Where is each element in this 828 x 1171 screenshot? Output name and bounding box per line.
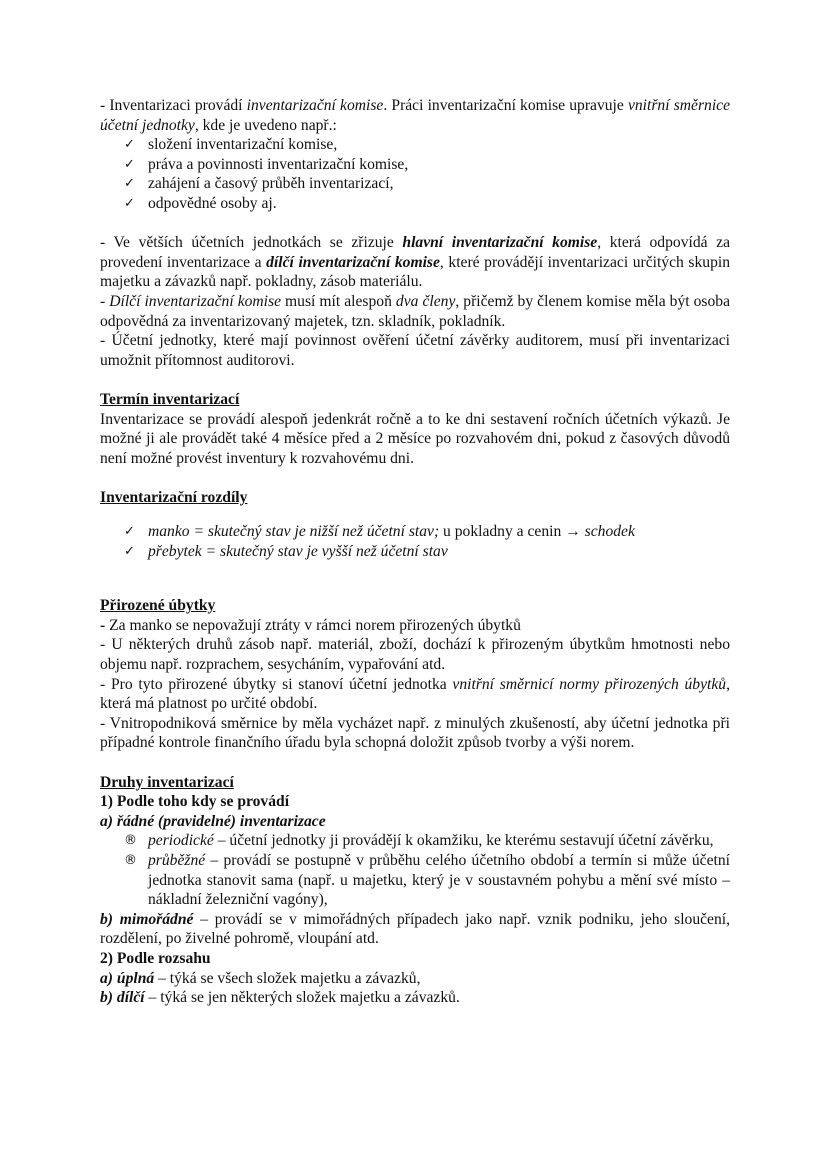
list-item: ✓ odpovědné osoby aj.	[124, 194, 730, 214]
text-run: , kde je uvedeno např.:	[194, 116, 337, 134]
subheading-when	[100, 792, 730, 812]
differences-list	[100, 522, 730, 561]
list-item	[124, 542, 730, 562]
registered-mark-icon: ®	[124, 852, 137, 868]
text-run: – účetní jednotky ji provádějí k okamžiku, ke kterému sestavují účetní závěrku,	[213, 832, 714, 850]
text-run-italic: inventarizační komise	[246, 97, 384, 114]
text-run-italic: periodické	[148, 832, 214, 850]
text-run-italic: přebytek = skutečný stav je vyšší než účetní stav	[148, 543, 448, 561]
list-item: ✓ složení inventarizační komise,	[124, 135, 730, 155]
registered-mark-icon: ®	[124, 833, 137, 849]
section-heading-rozdily: Inventarizační rozdíly	[100, 488, 248, 506]
text-run-italic: schodek	[584, 523, 635, 541]
text-run-bold: -	[100, 616, 106, 634]
text-run-italic: Dílčí inventarizační komise	[109, 292, 282, 310]
commission-list	[100, 135, 730, 213]
text-run: – týká se všech složek majetku a závazků,	[154, 969, 421, 987]
text-run: – provádí se postupně v průběhu celého účetního období a termín si může účetní jednotka stanovit sama (např. u majetku, který je v soustavném pohybu a mění své místo – nákladní železniční vagóny),	[148, 851, 730, 909]
text-run-italic: vnitřní směrnicí normy přirozených úbytků	[452, 675, 727, 693]
text-run: musí mít alespoň	[281, 292, 396, 310]
ubytky-paragraph-4: - Vnitropodniková směrnice by měla vycházet např. z minulých zkušeností, aby účetní jednotka při případné kontrole finančního úřadu byla schopná doložit způsob tvorby a výši norem.	[100, 714, 730, 752]
document-page	[100, 96, 730, 1008]
text-run-bold-italic: dílčí	[116, 989, 145, 1007]
text-run: -	[100, 292, 110, 310]
ubytky-paragraph-2: - U některých druhů zásob např. materiál, zboží, dochází k přirozeným úbytkům hmotnosti nebo objemu např. rozprachem, sesycháním, vypařování atd.	[100, 636, 730, 674]
text-run-italic: dva členy	[395, 292, 456, 310]
text-run: – týká se jen některých složek majetku a závazků.	[144, 989, 460, 1007]
text-run: – provádí se v mimořádných případech jako např. vznik podniku, jeho sloučení, rozdělení, po živelné pohromě, vloupání atd.	[100, 910, 730, 948]
text-run-bold-italic: hlavní inventarizační komise	[402, 234, 598, 252]
list-item	[124, 831, 730, 851]
text-run-bold-italic: dílčí inventarizační komise	[266, 253, 440, 271]
list-item	[124, 522, 730, 542]
text-run: , která odpovídá za provedení inventarizace a	[100, 234, 730, 271]
section-heading-termin: Termín inventarizací	[100, 390, 240, 408]
partial-commission-paragraph	[100, 292, 730, 331]
text-run: u pokladny a cenin →	[439, 523, 585, 541]
text-run: - Pro tyto přirozené úbytky si stanoví účetní jednotka	[100, 675, 453, 693]
text-run-bold-italic: b)	[100, 910, 120, 928]
list-item: ✓ zahájení a časový průběh inventarizací,	[124, 174, 730, 194]
regular-label	[100, 812, 730, 832]
text-run: - Ve větších účetních jednotkách se zřizuje	[100, 234, 403, 252]
commission-paragraph	[100, 96, 730, 135]
list-item	[124, 851, 730, 910]
subheading-scope	[100, 949, 730, 969]
ubytky-paragraph-3	[100, 675, 730, 714]
text-run: - Inventarizaci provádí	[100, 97, 247, 114]
text-run-bold: 2) Podle rozsahu	[100, 949, 211, 967]
text-run-bold: 1) Podle toho kdy se provádí	[100, 793, 290, 811]
text-run: , která má platnost po určité období.	[100, 675, 730, 713]
text-run: , přičemž by členem komise měla být osoba odpovědná za inventarizovaný majetek, tzn. skladník, pokladník.	[100, 292, 731, 330]
text-run: , které provádějí inventarizaci určitých skupin majetku a závazků např. pokladny, zásob materiálu.	[100, 253, 730, 291]
section-heading-druhy: Druhy inventarizací	[100, 773, 234, 791]
text-run-bold-italic: b)	[100, 989, 117, 1007]
text-run-italic: průběžné	[148, 851, 206, 869]
text-run-bold-italic: úplná	[116, 969, 155, 987]
auditor-paragraph: - Účetní jednotky, které mají povinnost ověření účetní závěrky auditorem, musí při inventarizaci umožnit přítomnost auditorovi.	[100, 332, 730, 369]
text-run-italic: vnitřní směrnice účetní jednotky	[100, 97, 730, 134]
partial-inventory-line	[100, 988, 730, 1008]
main-commission-paragraph	[100, 233, 730, 292]
text-run: . Práci inventarizační komise upravuje	[383, 97, 628, 114]
extraordinary-paragraph	[100, 910, 730, 949]
text-run-bold-italic: a)	[100, 969, 117, 987]
text-run: Za manko se nepovažují ztráty v rámci norem přirozených úbytků	[105, 616, 521, 634]
full-inventory-line	[100, 969, 730, 989]
text-run-bold-italic: a) řádné (pravidelné) inventarizace	[100, 812, 326, 830]
ubytky-paragraph-1	[100, 616, 730, 636]
text-run-bold-italic: mimořádné	[119, 910, 194, 928]
regular-types-list	[100, 831, 730, 909]
list-item: ✓ práva a povinnosti inventarizační komise,	[124, 155, 730, 175]
section-heading-ubytky: Přirozené úbytky	[100, 597, 216, 615]
text-run-italic: manko = skutečný stav je nižší než účetní stav;	[148, 523, 440, 541]
termin-paragraph: Inventarizace se provádí alespoň jedenkrát ročně a to ke dni sestavení ročních účetních výkazů. Je možné ji ale provádět také 4 měsíce před a 2 měsíce po rozvahovém dni, pokud z časových důvodů není možné provést inventury k rozvahovému dni.	[100, 410, 730, 467]
